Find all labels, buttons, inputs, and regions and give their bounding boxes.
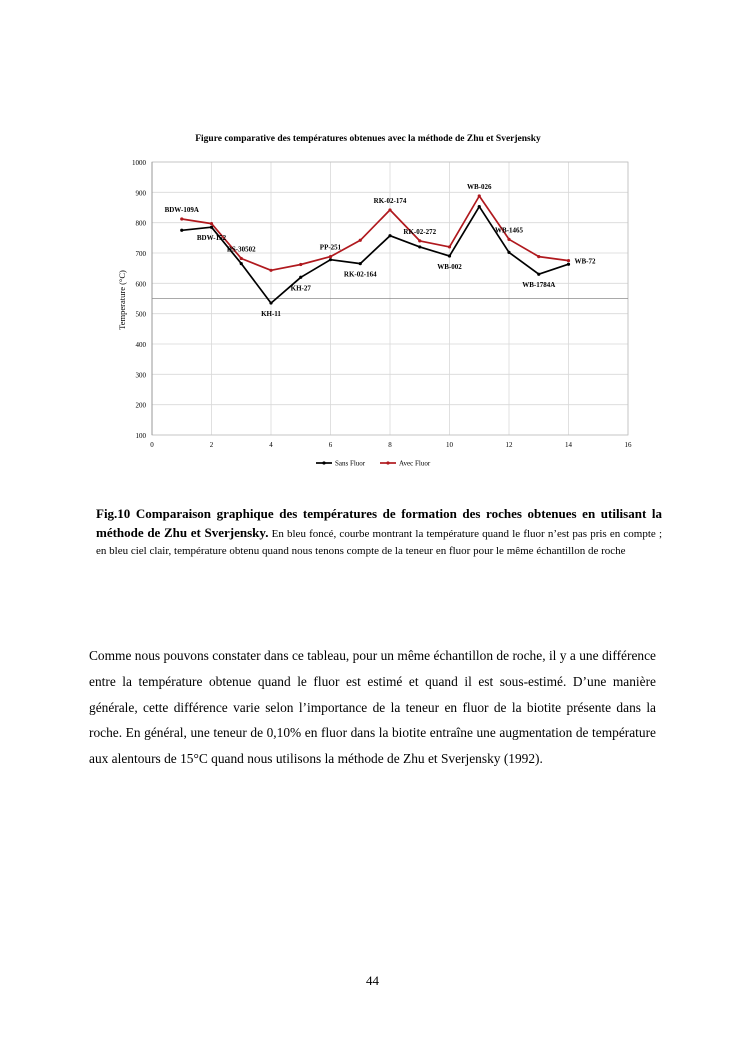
temperature-comparison-chart bbox=[110, 125, 650, 475]
data-point-avec-fluor-13 bbox=[537, 255, 540, 258]
x-tick-label-4: 4 bbox=[269, 441, 273, 449]
annotation-bdw-152: BDW-152 bbox=[196, 234, 227, 243]
y-tick-label-800: 800 bbox=[135, 219, 146, 228]
x-tick-label-2: 2 bbox=[209, 441, 214, 449]
annotation-pp-251: PP-251 bbox=[319, 243, 342, 252]
y-axis-label: Temperature (°C) bbox=[117, 270, 127, 330]
annotation-rk-02-174: RK-02-174 bbox=[373, 196, 407, 205]
chart-title: Figure comparative des températures obtenues avec la méthode de Zhu et Sverjensky bbox=[195, 134, 541, 144]
data-point-sans-fluor-14 bbox=[567, 263, 570, 266]
point-annotations bbox=[165, 183, 596, 318]
annotation-wb-1465: WB-1465 bbox=[495, 226, 523, 235]
x-tick-label-16: 16 bbox=[624, 441, 632, 449]
body-paragraph: Comme nous pouvons constater dans ce tableau, pour un même échantillon de roche, il y a une différence entre la température obtenue quand le fluor est estimé et quand il est sous-estimé. D’une manière générale, cette différence varie selon l’importance de la teneur en fluor de la biotite présente dans la roche. En général, une teneur de 0,10% en fluor dans la biotite entraîne une augmentation de température aux alentours de 15°C quand nous utilisons la méthode de Zhu et Sverjensky (1992). bbox=[89, 648, 656, 767]
legend-marker-avec-fluor bbox=[386, 461, 389, 464]
figure-caption-label: Fig.10 Comparaison graphique des températures de formation des roches obtenues en utilisant la méthode de Zhu et Sverjensky. bbox=[96, 506, 662, 540]
annotation-kh-11: KH-11 bbox=[261, 310, 281, 319]
annotation-wb-002: WB-002 bbox=[437, 263, 462, 272]
figure-caption-text: En bleu foncé, courbe montrant la température quand le fluor n’est pas pris en compte ; en bleu ciel clair, température obtenu quand nous tenons compte de la teneur en fluor pour le même échantillon de roche bbox=[96, 528, 663, 557]
data-point-sans-fluor-1 bbox=[180, 229, 183, 232]
data-point-avec-fluor-2 bbox=[210, 222, 213, 225]
data-point-sans-fluor-13 bbox=[537, 273, 540, 276]
page-number: 44 bbox=[366, 973, 379, 988]
data-point-sans-fluor-3 bbox=[240, 262, 243, 265]
series-line-sans-fluor bbox=[182, 207, 569, 304]
data-point-sans-fluor-9 bbox=[418, 245, 421, 248]
data-point-avec-fluor-9 bbox=[418, 239, 421, 242]
data-point-sans-fluor-11 bbox=[478, 205, 481, 208]
x-tick-label-10: 10 bbox=[446, 441, 453, 449]
annotation-ds-30502: DS-30502 bbox=[226, 245, 256, 254]
data-point-avec-fluor-10 bbox=[448, 245, 451, 248]
x-tick-label-14: 14 bbox=[565, 441, 572, 449]
y-tick-label-900: 900 bbox=[135, 189, 146, 198]
y-tick-label-500: 500 bbox=[135, 310, 146, 319]
annotation-bdw-109a: BDW-109A bbox=[164, 206, 199, 215]
annotation-rk-02-272: RK-02-272 bbox=[403, 227, 437, 236]
x-tick-label-8: 8 bbox=[388, 441, 392, 449]
data-point-avec-fluor-7 bbox=[359, 239, 362, 242]
data-point-avec-fluor-14 bbox=[567, 259, 570, 262]
data-point-avec-fluor-5 bbox=[299, 263, 302, 266]
y-tick-label-1000: 1000 bbox=[132, 159, 146, 167]
data-point-sans-fluor-8 bbox=[388, 234, 391, 237]
y-tick-label-400: 400 bbox=[135, 341, 146, 349]
data-point-sans-fluor-6 bbox=[329, 258, 332, 261]
x-tick-label-12: 12 bbox=[505, 441, 513, 449]
data-point-avec-fluor-12 bbox=[507, 238, 510, 241]
y-tick-label-300: 300 bbox=[135, 371, 146, 380]
data-point-avec-fluor-11 bbox=[478, 194, 481, 197]
annotation-kh-27: KH-27 bbox=[290, 284, 311, 293]
x-tick-label-0: 0 bbox=[150, 441, 154, 449]
data-point-avec-fluor-4 bbox=[269, 269, 272, 272]
data-point-avec-fluor-6 bbox=[329, 255, 332, 258]
data-point-avec-fluor-3 bbox=[240, 257, 243, 260]
data-point-avec-fluor-8 bbox=[388, 208, 391, 211]
annotation-wb-1784a: WB-1784A bbox=[522, 281, 556, 290]
annotation-wb-026: WB-026 bbox=[467, 182, 492, 191]
annotation-rk-02-164: RK-02-164 bbox=[343, 270, 377, 279]
data-point-avec-fluor-1 bbox=[180, 217, 183, 220]
legend-marker-sans-fluor bbox=[322, 461, 325, 464]
legend-label-sans-fluor: Sans Fluor bbox=[335, 459, 366, 468]
data-point-sans-fluor-10 bbox=[448, 254, 451, 257]
y-tick-label-200: 200 bbox=[135, 401, 146, 410]
legend-label-avec-fluor: Avec Fluor bbox=[399, 459, 431, 468]
legend bbox=[316, 460, 431, 468]
figure-caption bbox=[96, 505, 662, 560]
data-point-sans-fluor-12 bbox=[507, 251, 510, 254]
annotation-wb-72: WB-72 bbox=[574, 257, 596, 266]
data-point-sans-fluor-5 bbox=[299, 276, 302, 279]
y-tick-label-600: 600 bbox=[135, 280, 146, 289]
y-tick-label-100: 100 bbox=[135, 432, 146, 440]
data-point-sans-fluor-7 bbox=[359, 262, 362, 265]
x-tick-label-6: 6 bbox=[328, 441, 333, 449]
y-tick-label-700: 700 bbox=[135, 250, 146, 258]
data-point-sans-fluor-4 bbox=[269, 301, 272, 304]
